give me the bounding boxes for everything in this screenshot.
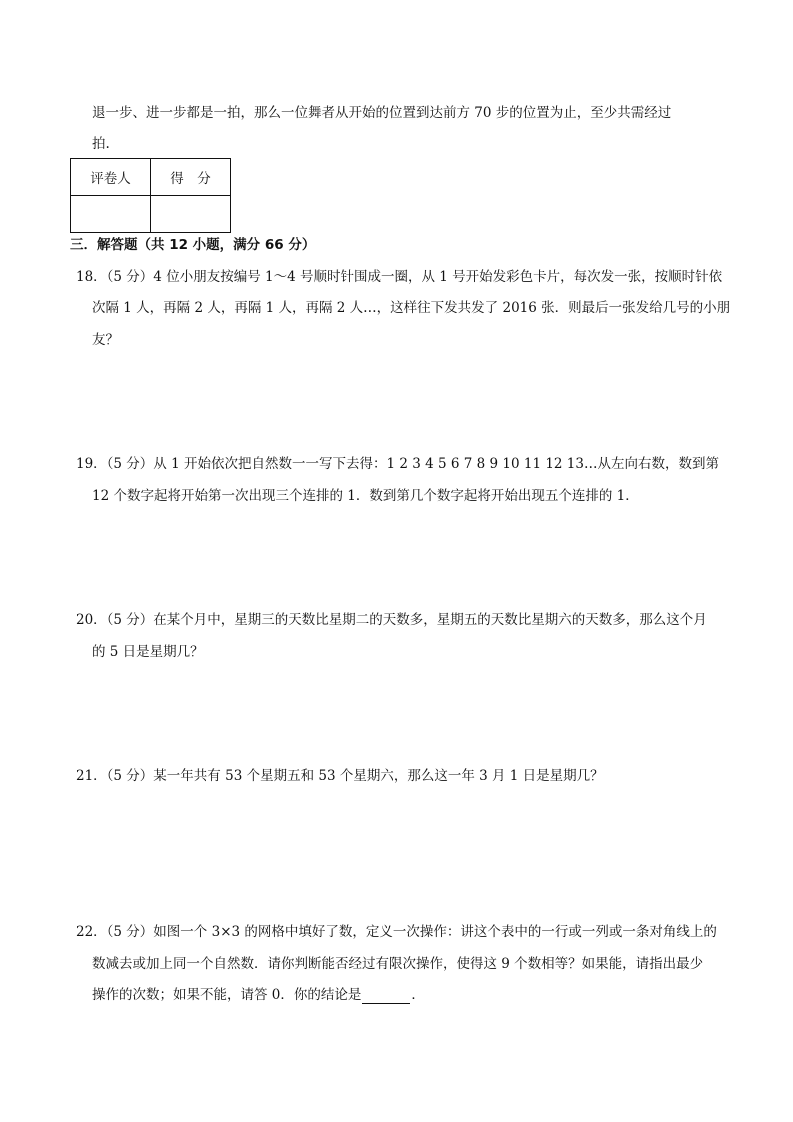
prev-question-line-1: 退一步、进一步都是一拍，那么一位舞者从开始的位置到达前方 70 步的位置为止，至少共需经过 <box>92 105 672 121</box>
question-20-line-2: 的 5 日是星期几？ <box>92 644 204 660</box>
question-18-line-1: 18．（5 分）4 位小朋友按编号 1～4 号顺时针围成一圈，从 1 号开始发彩色卡片，每次发一张，按顺时针依 <box>76 269 723 285</box>
reviewer-cell <box>71 196 151 233</box>
question-22-line-1: 22．（5 分）如图一个 3×3 的网格中填好了数，定义一次操作：讲这个表中的一行或一列或一条对角线上的 <box>76 924 717 940</box>
answer-blank[interactable] <box>362 989 410 1004</box>
question-18-line-3: 友？ <box>92 332 119 348</box>
score-table <box>70 158 231 233</box>
question-19-line-1: 19．（5 分）从 1 开始依次把自然数一一写下去得：1 2 3 4 5 6 7 8 9 10 11 12 13…从左向右数，数到第 <box>76 456 719 472</box>
question-22-line-3-text: 操作的次数；如果不能，请答 0．你的结论是 <box>92 987 362 1003</box>
section-heading: 三．解答题（共 12 小题，满分 66 分） <box>70 237 316 253</box>
score-label: 得 分 <box>151 159 231 196</box>
score-cell <box>151 196 231 233</box>
reviewer-label: 评卷人 <box>71 159 151 196</box>
question-19-line-2: 12 个数字起将开始第一次出现三个连排的 1．数到第几个数字起将开始出现五个连排的 1． <box>92 488 639 504</box>
prev-question-line-2: 拍. <box>92 136 110 152</box>
question-22-line-3 <box>92 986 425 1004</box>
question-21-line-1: 21．（5 分）某一年共有 53 个星期五和 53 个星期六，那么这一年 3 月 1 日是星期几？ <box>76 768 604 784</box>
question-22-line-2: 数减去或加上同一个自然数．请你判断能否经过有限次操作，使得这 9 个数相等？如果能，请指出最少 <box>92 956 704 972</box>
question-18-line-2: 次隔 1 人，再隔 2 人，再隔 1 人，再隔 2 人…，这样往下发共发了 2016 张．则最后一张发给几号的小朋 <box>92 300 731 316</box>
question-20-line-1: 20．（5 分）在某个月中，星期三的天数比星期二的天数多，星期五的天数比星期六的天数多，那么这个月 <box>76 612 707 628</box>
question-22-line-3-end: ． <box>411 987 425 1003</box>
